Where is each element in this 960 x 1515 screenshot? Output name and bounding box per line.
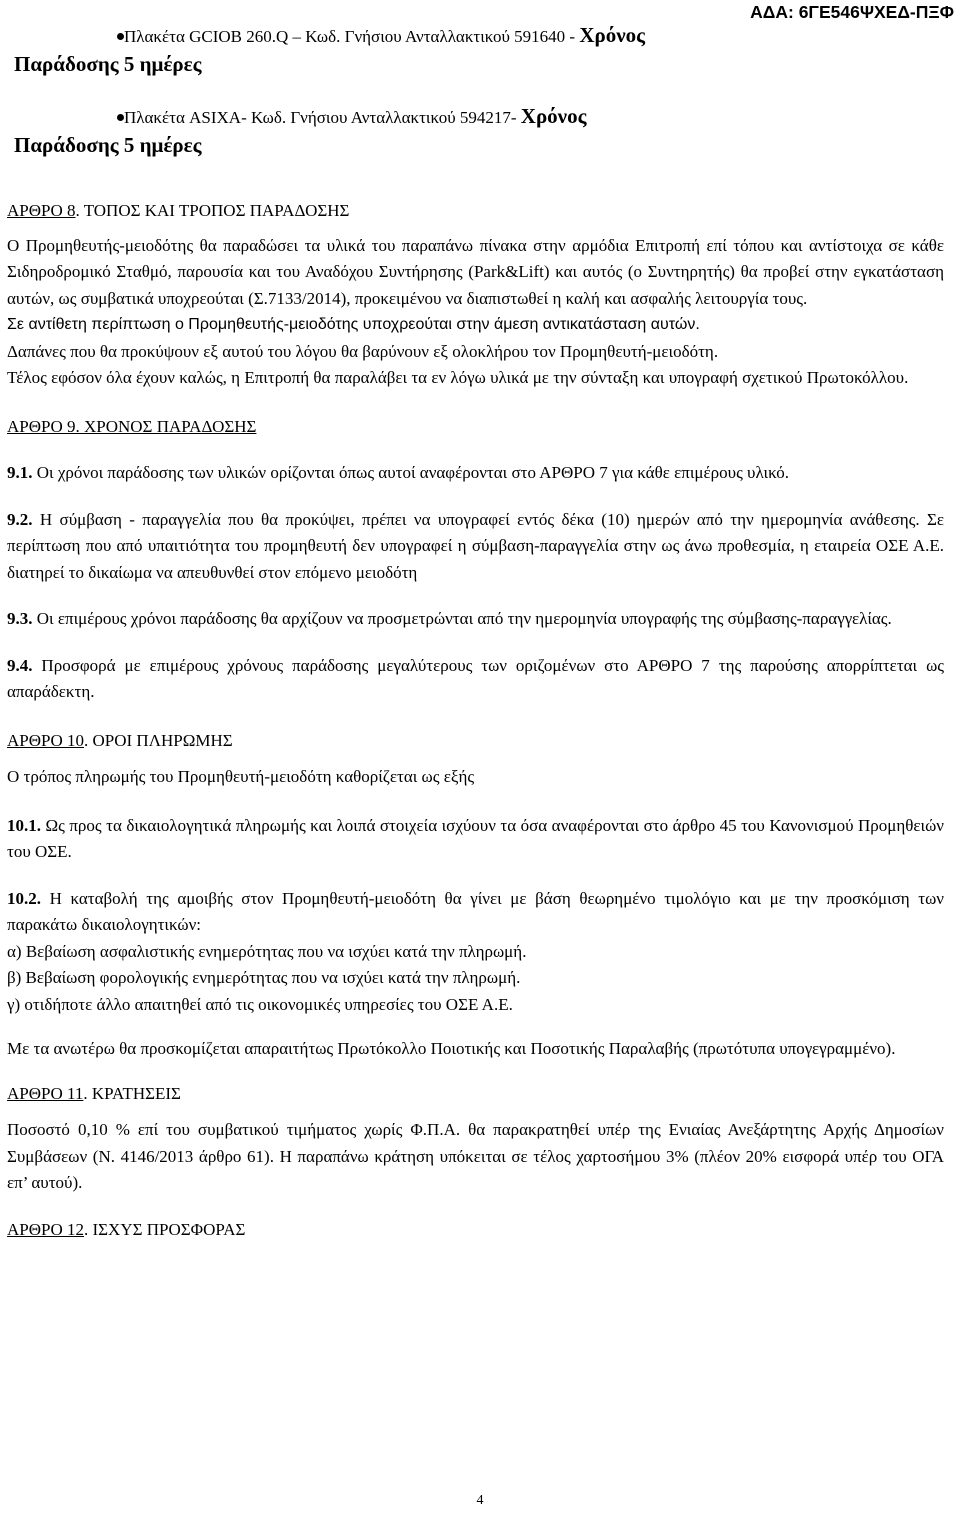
item-number: 9.3. xyxy=(7,609,33,628)
document-list-item: β) Βεβαίωση φορολογικής ενημερότητας που να ισχύει κατά την πληρωμή. xyxy=(7,968,521,987)
article-10-heading xyxy=(7,728,944,755)
item-text: Ως προς τα δικαιολογητικά πληρωμής και λοιπά στοιχεία ισχύουν τα όσα αναφέρονται στο άρθρο 45 του Κανονισμού Προμηθειών του ΟΣΕ. xyxy=(7,815,944,861)
bullet-bold-continuation: Παράδοσης 5 ημέρες xyxy=(14,132,202,157)
article-12-label: ΑΡΘΡΟ 12 xyxy=(7,1219,84,1239)
article-8-title: . ΤΟΠΟΣ ΚΑΙ ΤΡΟΠΟΣ ΠΑΡΑΔΟΣΗΣ xyxy=(75,201,350,220)
article-8-label: ΑΡΘΡΟ 8 xyxy=(7,201,76,220)
bullet-dot-icon xyxy=(117,114,124,121)
article-8-heading xyxy=(7,198,944,225)
item-number: 10.2. xyxy=(7,888,41,908)
ada-code: ΑΔΑ: 6ΓΕ546ΨΧΕΔ-ΠΞΦ xyxy=(750,2,954,22)
item-number: 10.1. xyxy=(7,815,41,835)
article-11-heading xyxy=(7,1081,944,1108)
item-text: Η καταβολή της αμοιβής στον Προμηθευτή-μειοδότη θα γίνει με βάση θεωρημένο τιμολόγιο και με την προσκόμιση των παρακάτω δικαιολογητικών: xyxy=(7,888,944,934)
item-number: 9.1. xyxy=(7,463,33,482)
bullet-bold: Χρόνος xyxy=(579,23,645,47)
article-10-item xyxy=(7,886,944,939)
document-page xyxy=(7,0,944,1243)
article-10-label: ΑΡΘΡΟ 10 xyxy=(7,730,84,750)
document-list-item: γ) οτιδήποτε άλλο απαιτηθεί από τις οικονομικές υπηρεσίες του ΟΣΕ Α.Ε. xyxy=(7,994,513,1014)
article-10-item xyxy=(7,813,944,866)
bullet-text: Πλακέτα ASIXA- Κωδ. Γνήσιου Ανταλλακτικού 594217- xyxy=(124,108,521,127)
article-12-title: . ΙΣΧΥΣ ΠΡΟΣΦΟΡΑΣ xyxy=(84,1219,246,1239)
page-number: 4 xyxy=(476,1493,484,1508)
item-text: Οι επιμέρους χρόνοι παράδοσης θα αρχίζουν να προσμετρώνται από την ημερομηνία υπογραφής της σύμβασης-παραγγελίας. xyxy=(32,609,892,628)
bullet-item-1 xyxy=(7,22,944,77)
bullet-dot-icon xyxy=(117,33,124,40)
item-text: Οι χρόνοι παράδοσης των υλικών ορίζονται όπως αυτοί αναφέρονται στο ΑΡΘΡΟ 7 για κάθε επιμέρους υλικό. xyxy=(32,463,790,482)
article-8-paragraph-4: Τέλος εφόσον όλα έχουν καλώς, η Επιτροπή θα παραλάβει τα εν λόγω υλικά με την σύνταξη και υπογραφή σχετικού Πρωτοκόλλου. xyxy=(7,368,909,387)
bullet-item-2 xyxy=(7,103,944,158)
article-9-item xyxy=(7,507,944,587)
document-list-item: α) Βεβαίωση ασφαλιστικής ενημερότητας που να ισχύει κατά την πληρωμή. xyxy=(7,941,527,961)
article-10-intro: Ο τρόπος πληρωμής του Προμηθευτή-μειοδότη καθορίζεται ως εξής xyxy=(7,767,475,786)
article-11-label: ΑΡΘΡΟ 11 xyxy=(7,1083,84,1103)
item-number: 9.2. xyxy=(7,509,33,529)
article-9-item xyxy=(7,653,944,706)
article-10-closing: Με τα ανωτέρω θα προσκομίζεται απαραιτήτως Πρωτόκολλο Ποιοτικής και Ποσοτικής Παραλαβής (πρωτότυπα υπογεγραμμένο). xyxy=(7,1039,896,1058)
article-8-paragraph-2: Σε αντίθετη περίπτωση ο Προμηθευτής-μειοδότης υποχρεούται στην άμεση αντικατάσταση αυτών. xyxy=(7,316,700,333)
article-9-heading: ΑΡΘΡΟ 9. ΧΡΟΝΟΣ ΠΑΡΑΔΟΣΗΣ xyxy=(7,416,257,436)
article-8-paragraph: Ο Προμηθευτής-μειοδότης θα παραδώσει τα υλικά του παραπάνω πίνακα στην αρμόδια Επιτροπή επί τόπου και αντίστοιχα σε κάθε Σιδηροδρομικό Σταθμό, παρουσία και του Αναδόχου Συντήρησης (Park&Lift) και αυτός (ο Συντηρητής) θα προβεί στην εγκατάσταση αυτών, ως συμβατικά υποχρεούται (Σ.7133/2014), προκειμένου να διαπιστωθεί η καλή και ασφαλής λειτουργία τους. xyxy=(7,235,944,308)
item-text: Προσφορά με επιμέρους χρόνους παράδοσης μεγαλύτερους των οριζομένων στο ΑΡΘΡΟ 7 της παρούσης απορρίπτεται ως απαράδεκτη. xyxy=(7,655,944,701)
article-9-item xyxy=(7,460,944,487)
article-10-title: . ΟΡΟΙ ΠΛΗΡΩΜΗΣ xyxy=(84,730,233,750)
bullet-bold: Χρόνος xyxy=(520,104,587,128)
bullet-bold-continuation: Παράδοσης 5 ημέρες xyxy=(14,51,202,76)
item-number: 9.4. xyxy=(7,655,33,675)
article-11-title: . ΚΡΑΤΗΣΕΙΣ xyxy=(83,1083,181,1103)
bullet-text: Πλακέτα GCIOB 260.Q – Κωδ. Γνήσιου Ανταλλακτικού 591640 - xyxy=(124,27,580,46)
article-11-text: Ποσοστό 0,10 % επί του συμβατικού τιμήματος χωρίς Φ.Π.Α. θα παρακρατηθεί υπέρ της Ενιαίας Ανεξάρτητης Αρχής Δημοσίων Συμβάσεων (Ν. 4146/2013 άρθρο 61). Η παραπάνω κράτηση υπόκειται σε τέλος χαρτοσήμου 3% (πλέον 20% εισφορά υπέρ του ΟΓΑ επ’ αυτού). xyxy=(7,1120,944,1192)
article-9-item xyxy=(7,606,944,633)
article-8-paragraph-3: Δαπάνες που θα προκύψουν εξ αυτού του λόγου θα βαρύνουν εξ ολοκλήρου τον Προμηθευτή-μειοδότη. xyxy=(7,341,719,361)
article-12-heading xyxy=(7,1217,944,1244)
item-text: Η σύμβαση - παραγγελία που θα προκύψει, πρέπει να υπογραφεί εντός δέκα (10) ημερών από την ημερομηνία ανάθεσης. Σε περίπτωση που από υπαιτιότητα του προμηθευτή δεν υπογραφεί η σύμβαση-παραγγελία στην ως άνω προθεσμία, η εταιρεία ΟΣΕ Α.Ε. διατηρεί το δικαίωμα να απευθυνθεί στον επόμενο μειοδότη xyxy=(7,509,944,582)
